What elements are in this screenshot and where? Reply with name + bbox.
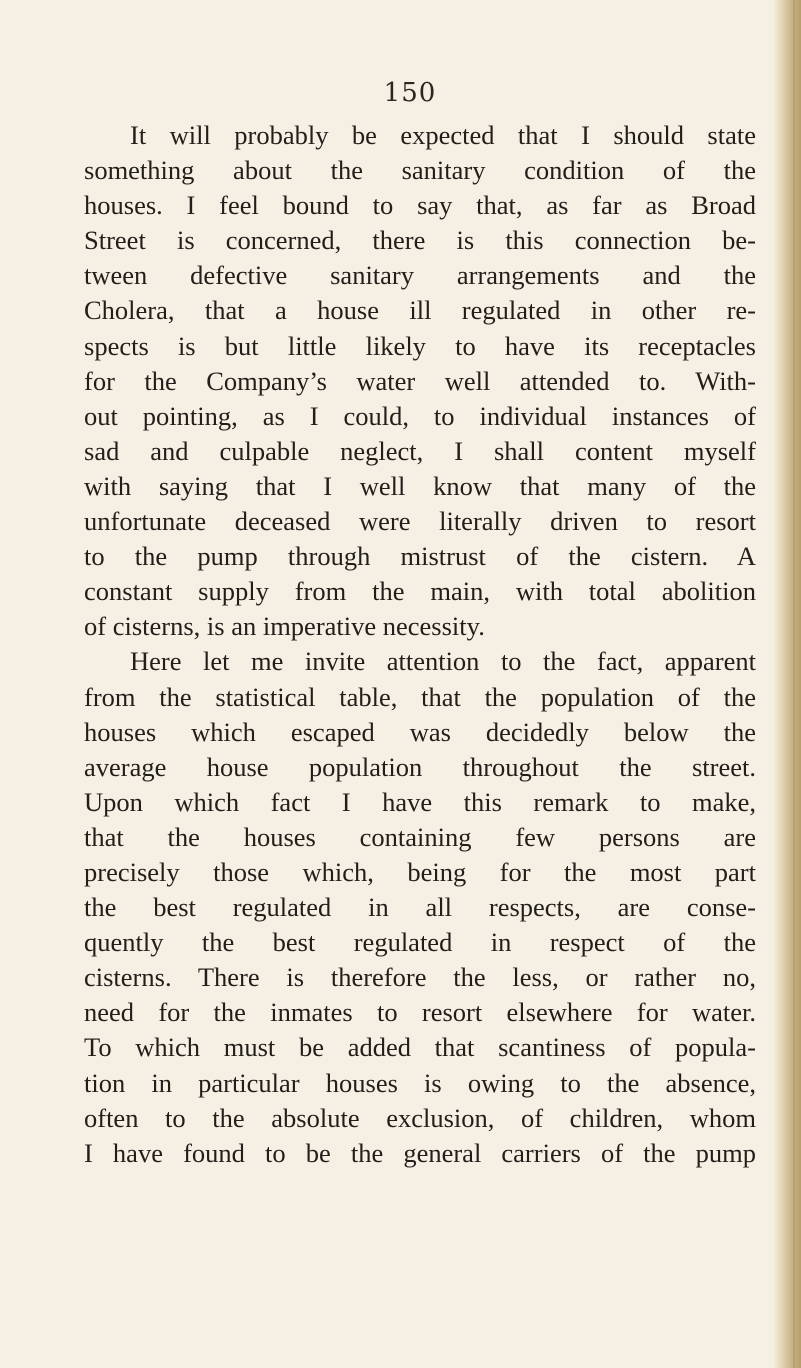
text-line: tween defective sanitary arrangements and the [84, 260, 756, 291]
text-line: need for the inmates to resort elsewhere for water. [84, 997, 756, 1028]
text-line: houses. I feel bound to say that, as far as Broad [84, 190, 756, 221]
text-line: spects is but little likely to have its receptacles [84, 330, 756, 361]
text-line: Here let me invite attention to the fact, apparent [130, 646, 756, 677]
text-line: that the houses containing few persons are [84, 821, 756, 852]
text-line: It will probably be expected that I should state [130, 120, 756, 150]
text-line: out pointing, as I could, to individual instances of [84, 400, 756, 431]
text-line: with saying that I well know that many of the [84, 470, 756, 501]
text-line: Street is concerned, there is this connection be- [84, 225, 756, 256]
text-line: quently the best regulated in respect of the [84, 927, 756, 958]
text-line: To which must be added that scantiness of popula- [84, 1032, 756, 1063]
text-line: from the statistical table, that the population of the [84, 681, 756, 712]
text-line: often to the absolute exclusion, of children, whom [84, 1102, 756, 1133]
text-line: of cisterns, is an imperative necessity. [84, 611, 485, 642]
text-line: Cholera, that a house ill regulated in other re- [84, 295, 756, 326]
text-line: constant supply from the main, with total abolition [84, 576, 756, 607]
text-line: average house population throughout the street. [84, 751, 756, 782]
text-line: cisterns. There is therefore the less, or rather no, [84, 962, 756, 993]
text-line: to the pump through mistrust of the cistern. A [84, 541, 756, 572]
page-number: 150 [383, 78, 437, 108]
text-line: the best regulated in all respects, are conse- [84, 892, 756, 923]
text-line: Upon which fact I have this remark to make, [84, 786, 756, 817]
page-edge-line [793, 0, 795, 1368]
text-line: tion in particular houses is owing to the absence, [84, 1067, 756, 1098]
text-line: something about the sanitary condition of the [84, 155, 756, 186]
text-line: I have found to be the general carriers of the pump [84, 1137, 756, 1168]
text-line: unfortunate deceased were literally driven to resort [84, 506, 756, 537]
text-line: precisely those which, being for the most part [84, 856, 756, 887]
text-line: for the Company’s water well attended to. With- [84, 365, 756, 396]
text-line: houses which escaped was decidedly below the [84, 716, 756, 747]
text-line: sad and culpable neglect, I shall content myself [84, 435, 756, 466]
page-edge-shadow [773, 0, 801, 1368]
body-text [84, 118, 756, 1171]
